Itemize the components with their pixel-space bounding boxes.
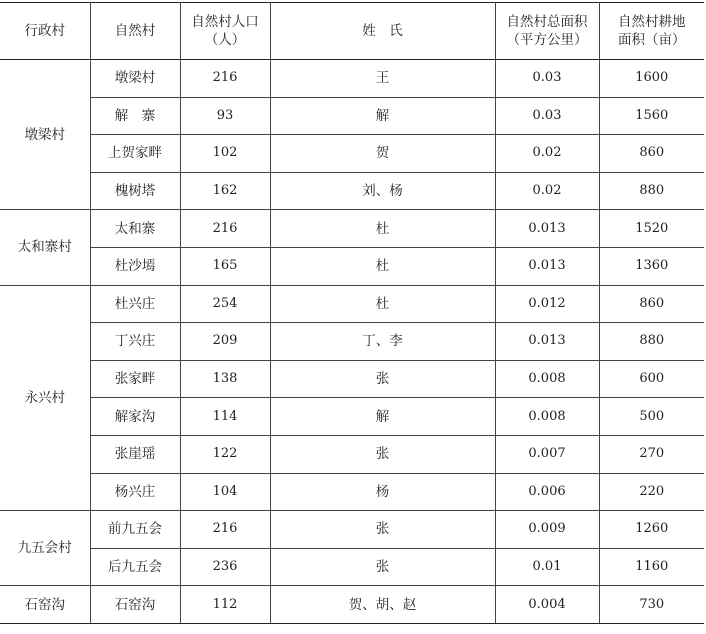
population-cell: 104 <box>180 473 270 511</box>
surname-cell: 张 <box>270 548 495 586</box>
table-header <box>0 3 704 60</box>
area-cell: 0.012 <box>495 285 599 323</box>
area-cell: 0.02 <box>495 135 599 173</box>
population-cell: 112 <box>180 586 270 624</box>
table-row <box>0 435 704 473</box>
surname-cell: 解 <box>270 97 495 135</box>
area-cell: 0.004 <box>495 586 599 624</box>
header-admin-village: 行政村 <box>0 3 90 60</box>
header-farmland <box>599 3 704 60</box>
surname-cell: 张 <box>270 360 495 398</box>
table-row <box>0 511 704 549</box>
population-cell: 162 <box>180 172 270 210</box>
table-row <box>0 473 704 511</box>
population-cell: 216 <box>180 60 270 98</box>
header-population-line2: （人） <box>204 32 246 48</box>
area-cell: 0.03 <box>495 97 599 135</box>
area-cell: 0.013 <box>495 247 599 285</box>
table-row <box>0 548 704 586</box>
area-cell: 0.007 <box>495 435 599 473</box>
surname-cell: 杜 <box>270 285 495 323</box>
surname-cell: 贺 <box>270 135 495 173</box>
natural-village-cell: 太和寨 <box>90 210 180 248</box>
header-surname: 姓 氏 <box>270 3 495 60</box>
surname-cell: 张 <box>270 435 495 473</box>
farmland-cell: 1520 <box>599 210 704 248</box>
area-cell: 0.009 <box>495 511 599 549</box>
farmland-cell: 600 <box>599 360 704 398</box>
table-row <box>0 398 704 436</box>
table-row <box>0 60 704 98</box>
natural-village-cell: 解家沟 <box>90 398 180 436</box>
header-farmland-line2: 面积（亩） <box>618 32 686 48</box>
area-cell: 0.01 <box>495 548 599 586</box>
area-cell: 0.03 <box>495 60 599 98</box>
area-cell: 0.013 <box>495 323 599 361</box>
surname-cell: 张 <box>270 511 495 549</box>
natural-village-cell: 张崖瑶 <box>90 435 180 473</box>
natural-village-cell: 解 寨 <box>90 97 180 135</box>
table-row <box>0 135 704 173</box>
header-area <box>495 3 599 60</box>
population-cell: 114 <box>180 398 270 436</box>
table-row <box>0 247 704 285</box>
header-area-line2: （平方公里） <box>506 32 588 48</box>
area-cell: 0.008 <box>495 360 599 398</box>
natural-village-cell: 墩梁村 <box>90 60 180 98</box>
population-cell: 122 <box>180 435 270 473</box>
farmland-cell: 1360 <box>599 247 704 285</box>
header-row <box>0 3 704 60</box>
table-body <box>0 60 704 624</box>
farmland-cell: 1260 <box>599 511 704 549</box>
table-row <box>0 97 704 135</box>
area-cell: 0.006 <box>495 473 599 511</box>
farmland-cell: 730 <box>599 586 704 624</box>
natural-village-cell: 杜沙墕 <box>90 247 180 285</box>
farmland-cell: 220 <box>599 473 704 511</box>
population-cell: 236 <box>180 548 270 586</box>
surname-cell: 丁、李 <box>270 323 495 361</box>
population-cell: 254 <box>180 285 270 323</box>
population-cell: 216 <box>180 210 270 248</box>
farmland-cell: 500 <box>599 398 704 436</box>
natural-village-cell: 丁兴庄 <box>90 323 180 361</box>
admin-village-cell: 石窑沟 <box>0 586 90 624</box>
village-table <box>0 2 704 624</box>
surname-cell: 王 <box>270 60 495 98</box>
header-farmland-line1: 自然村耕地 <box>618 14 686 30</box>
population-cell: 165 <box>180 247 270 285</box>
farmland-cell: 1160 <box>599 548 704 586</box>
natural-village-cell: 槐树塔 <box>90 172 180 210</box>
population-cell: 93 <box>180 97 270 135</box>
admin-village-cell: 墩梁村 <box>0 60 90 210</box>
natural-village-cell: 石窑沟 <box>90 586 180 624</box>
surname-cell: 杜 <box>270 247 495 285</box>
admin-village-cell: 太和寨村 <box>0 210 90 285</box>
population-cell: 102 <box>180 135 270 173</box>
admin-village-cell: 永兴村 <box>0 285 90 511</box>
natural-village-cell: 张家畔 <box>90 360 180 398</box>
surname-cell: 刘、杨 <box>270 172 495 210</box>
surname-cell: 解 <box>270 398 495 436</box>
natural-village-cell: 杜兴庄 <box>90 285 180 323</box>
farmland-cell: 860 <box>599 285 704 323</box>
farmland-cell: 880 <box>599 172 704 210</box>
surname-cell: 贺、胡、赵 <box>270 586 495 624</box>
natural-village-cell: 上贺家畔 <box>90 135 180 173</box>
admin-village-cell: 九五会村 <box>0 511 90 586</box>
farmland-cell: 880 <box>599 323 704 361</box>
table-row <box>0 172 704 210</box>
surname-cell: 杨 <box>270 473 495 511</box>
header-population-line1: 自然村人口 <box>191 14 259 30</box>
header-population <box>180 3 270 60</box>
population-cell: 216 <box>180 511 270 549</box>
table-row <box>0 586 704 624</box>
table-row <box>0 323 704 361</box>
area-cell: 0.008 <box>495 398 599 436</box>
area-cell: 0.013 <box>495 210 599 248</box>
surname-cell: 杜 <box>270 210 495 248</box>
natural-village-cell: 杨兴庄 <box>90 473 180 511</box>
farmland-cell: 860 <box>599 135 704 173</box>
population-cell: 138 <box>180 360 270 398</box>
area-cell: 0.02 <box>495 172 599 210</box>
header-area-line1: 自然村总面积 <box>506 14 588 30</box>
table-row <box>0 210 704 248</box>
header-natural-village: 自然村 <box>90 3 180 60</box>
natural-village-cell: 后九五会 <box>90 548 180 586</box>
natural-village-cell: 前九五会 <box>90 511 180 549</box>
farmland-cell: 1600 <box>599 60 704 98</box>
table-row <box>0 285 704 323</box>
population-cell: 209 <box>180 323 270 361</box>
farmland-cell: 270 <box>599 435 704 473</box>
table-row <box>0 360 704 398</box>
farmland-cell: 1560 <box>599 97 704 135</box>
